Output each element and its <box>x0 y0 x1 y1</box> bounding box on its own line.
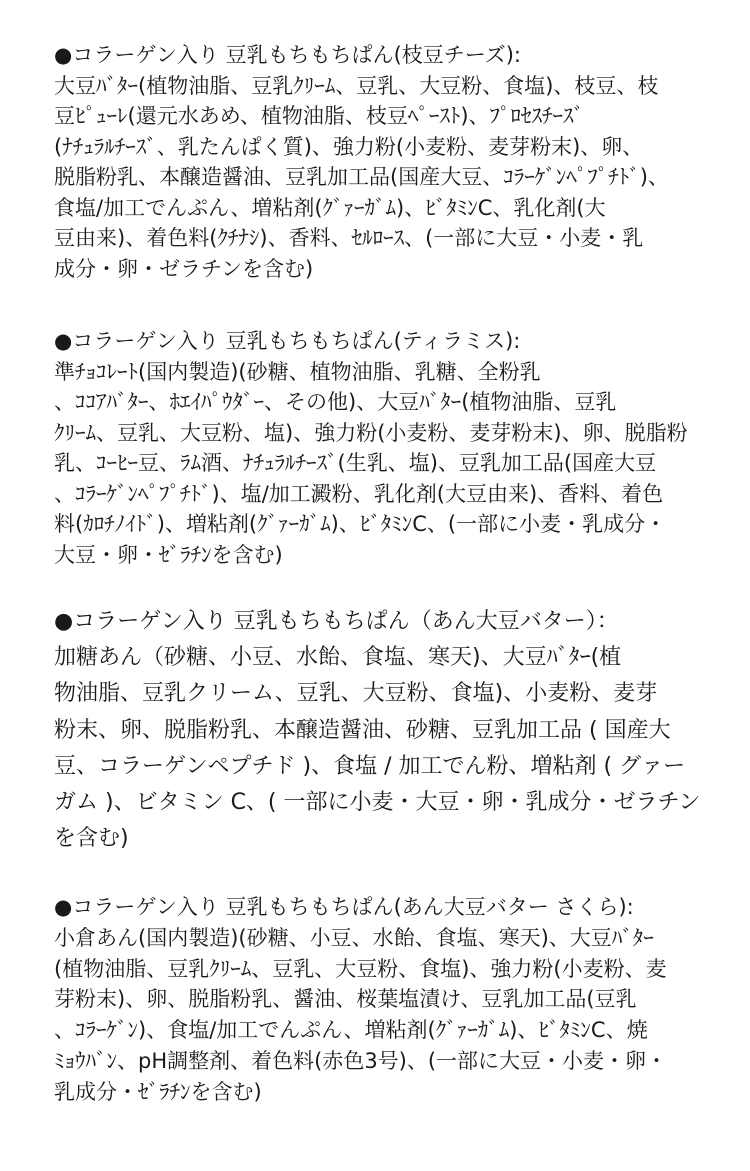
product-heading: ●コラーゲン入り 豆乳もちもちぱん(あん大豆バター さくら): <box>54 895 634 919</box>
ingredients-edamame-cheese <box>54 40 744 284</box>
ingredient-line: 大豆ﾊﾞﾀｰ(植物油脂、豆乳ｸﾘｰﾑ、豆乳、大豆粉、食塩)、枝豆、枝 <box>54 73 659 98</box>
ingredient-line: 、ｺﾗｰｹﾞﾝ)、食塩/加工でんぷん、増粘剤(ｸﾞｧｰｶﾞﾑ)、ﾋﾞﾀﾐﾝC、焼 <box>54 1018 648 1043</box>
ingredient-line: ｸﾘｰﾑ、豆乳、大豆粉、塩)、強力粉(小麦粉、麦芽粉末)、卵、脱脂粉 <box>54 420 688 445</box>
ingredient-line: ﾐｮｳﾊﾞﾝ、pH調整剤、着色料(赤色3号)、(一部に大豆・小麦・卵・ <box>54 1048 668 1073</box>
ingredient-line: 豆由来)、着色料(ｸﾁﾅｼ)、香料、ｾﾙﾛｰｽ、(一部に大豆・小麦・乳 <box>54 226 644 250</box>
ingredients-an-soy-butter <box>54 604 744 857</box>
ingredient-line: 脱脂粉乳、本醸造醤油、豆乳加工品(国産大豆、ｺﾗｰｹﾞﾝﾍﾟﾌﾟﾁﾄﾞ)、 <box>54 165 669 189</box>
ingredients-tiramisu <box>54 326 744 570</box>
ingredient-line: 乳成分・ｾﾞﾗﾁﾝを含む) <box>54 1079 262 1104</box>
ingredient-line: ガム )、ビタミン C、( 一部に小麦・大豆・卵・乳成分・ゼラチン <box>54 790 701 816</box>
ingredient-line: (植物油脂、豆乳ｸﾘｰﾑ、豆乳、大豆粉、食塩)、強力粉(小麦粉、麦 <box>54 956 667 981</box>
ingredient-line: (ﾅﾁｭﾗﾙﾁｰｽﾞ、乳たんぱく質)、強力粉(小麦粉、麦芽粉末)、卵、 <box>54 134 644 159</box>
product-heading: ●コラーゲン入り 豆乳もちもちぱん(ティラミス): <box>54 329 521 353</box>
ingredient-line: 、ｺﾗｰｹﾞﾝﾍﾟﾌﾟﾁﾄﾞ)、塩/加工澱粉、乳化剤(大豆由来)、香料、着色 <box>54 481 664 506</box>
ingredient-line: 大豆・卵・ｾﾞﾗﾁﾝを含む) <box>54 542 283 567</box>
ingredient-line: 物油脂、豆乳クリーム、豆乳、大豆粉、食塩)、小麦粉、麦芽 <box>54 681 658 707</box>
product-heading: ●コラーゲン入り 豆乳もちもちぱん（あん大豆バター）： <box>54 609 619 634</box>
ingredient-line: 成分・卵・ゼラチンを含む) <box>54 256 314 281</box>
ingredient-line: 乳、ｺｰﾋｰ豆、ﾗﾑ酒、ﾅﾁｭﾗﾙﾁｰｽﾞ(生乳、塩)、豆乳加工品(国産大豆 <box>54 451 657 475</box>
ingredient-line: 料(ｶﾛﾁﾉｲﾄﾞ)、増粘剤(ｸﾞｧｰｶﾞﾑ)、ﾋﾞﾀﾐﾝC、(一部に小麦・乳成分・ <box>54 512 667 536</box>
ingredients-an-soy-butter-sakura <box>54 892 744 1108</box>
ingredient-line: 芽粉末)、卵、脱脂粉乳、醤油、桜葉塩漬け、豆乳加工品(豆乳 <box>54 987 637 1012</box>
ingredient-line: 、ｺｺｱﾊﾞﾀｰ、ﾎｴｲﾊﾟｳﾀﾞｰ、その他)、大豆ﾊﾞﾀｰ(植物油脂、豆乳 <box>54 390 617 414</box>
ingredient-line: 粉末、卵、脱脂粉乳、本醸造醤油、砂糖、豆乳加工品 ( 国産大 <box>54 717 671 743</box>
ingredient-line: 食塩/加工でんぷん、増粘剤(ｸﾞｧｰｶﾞﾑ)、ﾋﾞﾀﾐﾝC、乳化剤(大 <box>54 195 606 220</box>
product-heading: ●コラーゲン入り 豆乳もちもちぱん(枝豆チーズ): <box>54 43 521 67</box>
ingredient-line: 準ﾁｮｺﾚｰﾄ(国内製造)(砂糖、植物油脂、乳糖、全粉乳 <box>54 359 541 384</box>
ingredient-line: 豆、コラーゲンペプチド )、食塩 / 加工でん粉、増粘剤 ( グァー <box>54 753 686 779</box>
ingredient-line: 豆ﾋﾟｭｰﾚ(還元水あめ、植物油脂、枝豆ﾍﾟｰｽﾄ)、ﾌﾟﾛｾｽﾁｰｽﾞ <box>54 104 585 128</box>
ingredient-line: 小倉あん(国内製造)(砂糖、小豆、水飴、食塩、寒天)、大豆ﾊﾞﾀｰ <box>54 925 654 950</box>
ingredient-line: 加糖あん（砂糖、小豆、水飴、食塩、寒天)、大豆ﾊﾞﾀｰ(植 <box>54 645 622 671</box>
ingredient-line: を含む) <box>54 826 129 852</box>
